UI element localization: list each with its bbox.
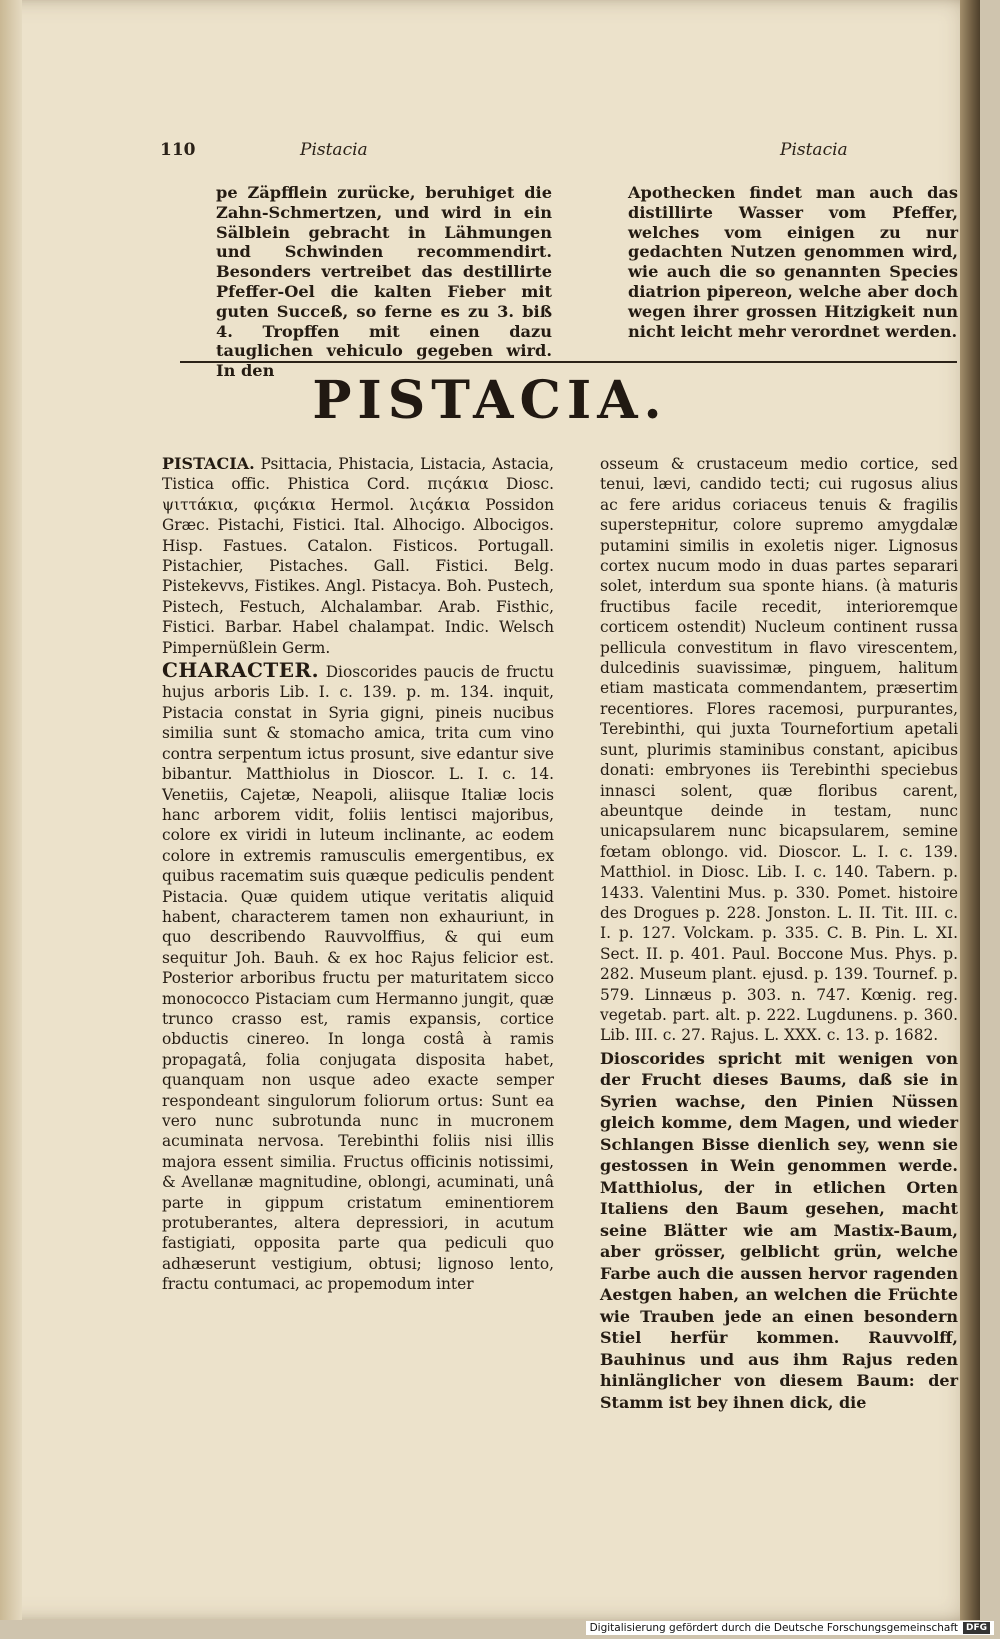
character-paragraph — [162, 660, 554, 1295]
right-latin-paragraph: osseum & crustaceum medio cortice, sed tenui, lævi, candido tecti; cui rugosus alius ac fere aridus coriaceus tenuis & fragilis superstернitur, colore supremo amygdalæ putamini similis in exoletis niger. Lignosus cortex nucum modo in duas partes separari solet, interdum sua sponte hians. (à maturis fructibus facile recedit, interioremque corticem ostendit) Nucleum continent russa pellicula convestitum in flavo virescentem, dulcedinis suavissimæ, pinguem, halitum etiam masticata commendantem, præsertim recentiores. Flores racemosi, purpurantes, Terebinthi, qui juxta Tournefortium apetali sunt, plurimis staminibus constant, apicibus donati: embryones iis Terebinthi speciebus innasci solent, quæ floribus carent, abeuntque deinde in testam, nunc unicapsularem nunc bicapsularem, semine fœtam oblongo. vid. Dioscor. L. I. c. 139. Matthiol. in Diosc. Lib. I. c. 140. Tabern. p. 1433. Valentini Mus. p. 330. Pomet. histoire des Drogues p. 228. Jonston. L. II. Tit. III. c. I. p. 127. Volckam. p. 335. C. B. Pin. L. XI. Sect. II. p. 401. Paul. Boccone Mus. Phys. p. 282. Museum plant. ejusd. p. 139. Tournef. p. 579. Linnæus p. 303. n. 747. Kœnig. reg. vegetab. part. alt. p. 222. Lugdunens. p. 360. Lib. III. c. 27. Rajus. L. XXX. c. 13. p. 1682. — [600, 455, 958, 1045]
top-left-column — [216, 183, 552, 381]
top-right-column — [628, 183, 958, 341]
character-head: CHARACTER. — [162, 658, 320, 683]
right-german-paragraph: Dioscorides spricht mit wenigen von der Frucht dieses Baums, daß sie in Syrien wachse, den Pinien Nüssen gleich komme, dem Magen, und wieder Schlangen Bisse dienlich sey, wenn sie gestossen in Wein genommen werde. Matthiolus, der in etlichen Orten Italiens den Baum gesehen, macht seine Blätter wie am Mastix-Baum, aber grösser, gelblicht grün, welche Farbe auch die aussen hervor ragenden Aestgen haben, an welchen die Früchte wie Trauben jede an einen besondern Stiel herfür kommen. Rauvvolff, Bauhinus und aus ihm Rajus reden hinlänglicher von diesem Baum: der Stamm ist bey ihnen dick, die — [600, 1048, 958, 1412]
page-left-edge — [0, 0, 22, 1620]
top-left-text: pe Zäpfflein zurücke, beruhiget die Zahn-Schmertzen, und wird in ein Sälblein gebracht in Lähmungen und Schwinden recommendirt. Besonders vertreibet das destillirte Pfeffer-Oel die kalten Fieber mit guten Succeß, so ferne es zu 3. biß 4. Tropffen mit einen dazu tauglichen vehiculo gegeben wird. In den — [216, 183, 552, 381]
top-right-text: Apothecken findet man auch das distillirte Wasser vom Pfeffer, welches vom einigen zu nur gedachten Nutzen genommen wird, wie auch die so genannten Species diatrion pipereon, welche aber doch wegen ihrer grossen Hitzigkeit nun nicht leicht mehr verordnet werden. — [628, 183, 958, 341]
article-title: PISTACIA. — [312, 370, 668, 431]
dfg-logo-icon: DFG — [963, 1622, 990, 1634]
lemma-body: Psittacia, Phistacia, Listacia, Astacia, Tistica offic. Phistica Cord. πιςάκια Diosc. ψιττάκια, φιςάκια Hermol. λιςάκια Possidon Græc. Pistachi, Fistici. Ital. Alhocigo. Albocigos. Hisp. Fastues. Catalon. Fisticos. Portugall. Pistachier, Pistaches. Gall. Fistici. Belg. Pistekevvs, Fistikes. Angl. Pistacya. Boh. Pustech, Pistech, Festuch, Alchalambar. Arab. Fisthic, Fistici. Barbar. Habel chalampat. Indic. Welsch Pimpernüßlein Germ. — [162, 455, 554, 657]
section-divider — [180, 361, 957, 363]
running-title-right: Pistacia — [780, 140, 848, 160]
left-body-column — [162, 454, 554, 1297]
footer-credit: Digitalisierung gefördert durch die Deutsche Forschungsgemeinschaft — [589, 1622, 958, 1634]
right-body-column — [600, 454, 958, 1415]
lemma-head: PISTACIA. — [162, 454, 255, 473]
lemma-paragraph — [162, 454, 554, 658]
digitization-footer — [586, 1621, 994, 1635]
page-number: 110 — [160, 140, 196, 160]
running-title-left: Pistacia — [300, 140, 368, 160]
character-body: Dioscorides paucis de fructu hujus arboris Lib. I. c. 139. p. m. 134. inquit, Pistacia constat in Syria gigni, pineis nucibus similia sunt & stomacho amica, trita cum vino contra serpentum ictus prosunt, sive edantur sive bibantur. Matthiolus in Dioscor. L. I. c. 14. Venetiis, Cajetæ, Neapoli, aliisque Italiæ locis hanc arborem vidit, foliis lentisci majoribus, colore ex viridi in luteum inclinante, ac eodem colore in extremis ramusculis emergentibus, ex quibus racematim suis quæque pediculis pendent Pistacia. Quæ quidem utique veritatis aliquid habent, characterem tamen non exhauriunt, in quo describendo Rauvvolffius, & qui eum sequitur Joh. Bauh. & ex hoc Rajus felicior est. Posterior arboribus fructu per maturitatem sicco monococco Pistaciam cum Hermanno jungit, quæ trunco crasso est, ramis expansis, cortice obductis cinereo. In longa costâ à ramis propagatâ, folia conjugata disposita habet, quanquam non usque adeo exacte semper respondeant singulorum foliorum ortus: Sunt ea vero nunc subrotunda nunc in mucronem acuminata nervosa. Terebinthi foliis nisi illis majora essent similia. Fructus officinis notissimi, & Avellanæ magnitudine, oblongi, acuminati, unâ parte in gippum cristatum eminentiorem protuberantes, altera depressiori, in acutum fastigiati, opposita parte qua pediculi quo adhæserunt vestigium, obtusi; lignoso lento, fractu contumaci, ac propemodum inter — [162, 663, 554, 1294]
book-spine — [960, 0, 980, 1620]
